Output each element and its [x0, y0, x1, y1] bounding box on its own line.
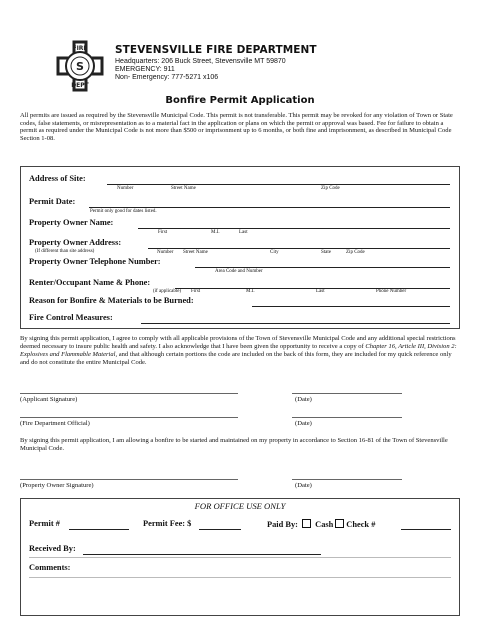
permit-number-label: Permit #: [29, 519, 60, 528]
fire-control-field[interactable]: [141, 323, 450, 324]
fire-control-label: Fire Control Measures:: [29, 313, 113, 322]
sub-number: Number: [117, 186, 134, 191]
agreement-text-end: , and that although certain portions the code are included on the back of this form, they are included for my quick reference only and do not constitute the entire Municipal Code.: [20, 351, 452, 366]
sub-state: State: [321, 250, 331, 255]
agreement-paragraph: [20, 335, 460, 367]
sub-first: First: [158, 230, 168, 235]
official-date-label: (Date): [295, 420, 312, 427]
check-number-label: Check #: [346, 520, 376, 529]
owner-address-label: Property Owner Address:: [29, 238, 122, 247]
permit-fee-label: Permit Fee: $: [143, 519, 192, 528]
sub-street-name: Street Name: [171, 186, 196, 191]
permit-date-field[interactable]: [89, 207, 450, 208]
sub-mi: M.I.: [211, 230, 220, 235]
applicant-date-line[interactable]: [292, 393, 402, 394]
sub-mi: M.I.: [246, 289, 255, 294]
cash-label: Cash: [315, 520, 334, 529]
owner-name-label: Property Owner Name:: [29, 218, 114, 227]
paid-by-label: Paid By:: [267, 520, 298, 529]
sub-number: Number: [157, 250, 174, 255]
permit-date-note: Permit only good for dates listed.: [90, 209, 157, 214]
owner-phone-field[interactable]: [195, 267, 450, 268]
sub-last: Last: [239, 230, 248, 235]
sub-last: Last: [316, 289, 325, 294]
cash-checkbox[interactable]: [302, 519, 311, 528]
sub-zip-code: Zip Code: [321, 186, 340, 191]
logo-bottom-text: DEPT: [71, 82, 89, 89]
sub-street-name: Street Name: [183, 250, 208, 255]
agreement-chapter-reference: Chapter 16, Article III, Division 2: Explosives and Flammable Material: [20, 343, 457, 358]
logo-center-letter: S: [76, 60, 84, 73]
renter-label: Renter/Occupant Name & Phone:: [29, 278, 151, 287]
emergency-number: EMERGENCY: 911: [115, 66, 175, 73]
paid-by-group: [267, 519, 375, 529]
owner-signature-line[interactable]: [20, 479, 238, 480]
owner-signature-label: (Property Owner Signature): [20, 482, 94, 489]
agreement-text-start: By signing this permit application, I agree to comply with all applicable provisions of the Town of Stevensville Municipal Code and any additional special restrictions deemed necessary to insure public health and safety. I also acknowledge that I have been given the opportunity to receive a copy of: [20, 335, 456, 350]
sub-zip-code: Zip Code: [346, 250, 365, 255]
department-name: STEVENSVILLE FIRE DEPARTMENT: [115, 44, 317, 56]
renter-note: (if applicable): [153, 289, 182, 294]
office-use-heading: FOR OFFICE USE ONLY: [194, 501, 286, 511]
permit-fee-field[interactable]: [199, 529, 241, 530]
comments-rule[interactable]: [29, 577, 451, 578]
received-by-field[interactable]: [83, 554, 321, 555]
official-signature-line[interactable]: [20, 417, 238, 418]
sub-area-code: Area Code and Number: [215, 269, 263, 274]
official-signature-label: (Fire Department Official): [20, 420, 90, 427]
sub-city: City: [270, 250, 279, 255]
form-title: Bonfire Permit Application: [165, 95, 315, 106]
reason-field[interactable]: [252, 306, 450, 307]
reason-label: Reason for Bonfire & Materials to be Burned:: [29, 296, 194, 305]
owner-address-note: (If different than site address): [35, 249, 95, 254]
owner-address-field[interactable]: [148, 248, 450, 249]
address-of-site-label: Address of Site:: [29, 174, 86, 183]
intro-paragraph: All permits are issued as required by the Stevensville Municipal Code. This permit is not transferable. This permit may be revoked for any violation of Town or State codes, false statements, or misrepresentation as to a material fact in the application or plans on which the permit or approval was based. Fee for failure to obtain a permit as required under the Municipal Code is not more than $500 or imprisonment up to 6 months, or both fine and imprisonment, as described in Municipal Code Section 1-08.: [20, 112, 453, 142]
sub-first: First: [191, 289, 201, 294]
renter-field[interactable]: [175, 288, 450, 289]
owner-phone-label: Property Owner Telephone Number:: [29, 257, 161, 266]
applicant-signature-label: (Applicant Signature): [20, 396, 78, 403]
comments-label: Comments:: [29, 563, 71, 572]
check-number-field[interactable]: [401, 529, 451, 530]
owner-date-label: (Date): [295, 482, 312, 489]
owner-date-line[interactable]: [292, 479, 402, 480]
permit-number-field[interactable]: [69, 529, 129, 530]
owner-consent-paragraph: By signing this permit application, I am allowing a bonfire to be started and maintained on my property in accordance to Section 16-81 of the Town of Stevensville Municipal Code.: [20, 437, 448, 452]
applicant-date-label: (Date): [295, 396, 312, 403]
applicant-fields-box: [20, 166, 460, 329]
headquarters-address: Headquarters: 206 Buck Street, Stevensville MT 59870: [115, 58, 286, 65]
received-by-label: Received By:: [29, 544, 76, 553]
address-of-site-field[interactable]: [107, 184, 450, 185]
permit-date-label: Permit Date:: [29, 197, 76, 206]
logo-top-text: FIRE: [72, 45, 88, 52]
sub-phone-number: Phone Number: [376, 289, 407, 294]
applicant-signature-line[interactable]: [20, 393, 238, 394]
fire-department-logo: [52, 40, 108, 102]
comments-top-rule: [29, 557, 451, 558]
official-date-line[interactable]: [292, 417, 402, 418]
office-use-box: [20, 498, 460, 616]
check-checkbox[interactable]: [335, 519, 344, 528]
non-emergency-number: Non- Emergency: 777-5271 x106: [115, 74, 219, 81]
owner-name-field[interactable]: [138, 228, 450, 229]
